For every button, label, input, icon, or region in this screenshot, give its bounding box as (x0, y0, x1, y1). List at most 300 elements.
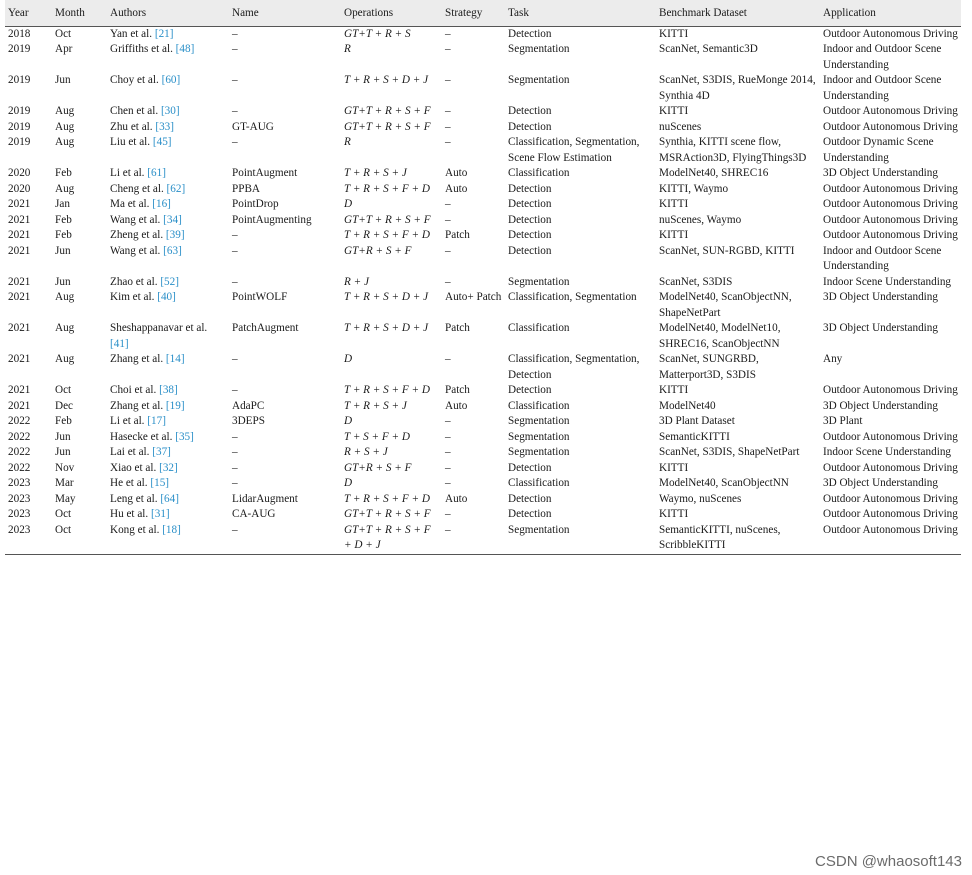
table-row (5, 399, 961, 415)
table-row (5, 523, 961, 555)
operations-cell: T + R + S + J (344, 167, 407, 179)
year-cell: 2022 (8, 415, 31, 427)
benchmark-dataset-cell: KITTI (659, 508, 689, 520)
table-row (5, 244, 961, 275)
strategy-cell: – (445, 461, 451, 474)
citation-link[interactable]: [18] (162, 523, 181, 536)
application-cell: Indoor and Outdoor Scene Understanding (823, 244, 942, 272)
author-name: Sheshappanavar et al. (110, 322, 208, 334)
month-cell: Apr (55, 43, 73, 55)
operations-cell: T + R + S + F + D (344, 384, 430, 396)
table-row (5, 166, 961, 182)
month-cell: Mar (55, 477, 74, 489)
task-cell: Classification, Segmentation, Scene Flow Estimation (508, 136, 640, 164)
citation-link[interactable]: [40] (157, 291, 176, 303)
year-cell: 2021 (8, 275, 31, 288)
application-cell: Outdoor Autonomous Driving (823, 492, 958, 505)
strategy-cell: – (445, 27, 451, 40)
year-cell: 2021 (8, 229, 31, 241)
citation-link[interactable]: [45] (152, 136, 172, 148)
strategy-cell: – (445, 415, 451, 427)
application-cell: Outdoor Autonomous Driving (823, 105, 958, 117)
citation-link[interactable]: [33] (155, 120, 174, 133)
authors-cell (107, 290, 229, 321)
authors-cell (107, 461, 229, 477)
author-name: Choy et al. (110, 74, 159, 86)
table-row (5, 275, 961, 291)
name-cell: CA-AUG (232, 508, 276, 520)
benchmark-dataset-cell: 3D Plant Dataset (659, 415, 735, 427)
benchmark-dataset-cell: ModelNet40, ScanObjectNN (659, 477, 789, 489)
month-cell: Oct (55, 384, 72, 396)
operations-cell: R (344, 136, 351, 148)
operations-cell: GT+R + S + F (344, 461, 412, 474)
table-row (5, 445, 961, 461)
authors-cell (107, 476, 229, 492)
name-cell: – (232, 461, 238, 474)
operations-cell: R (344, 43, 351, 55)
strategy-cell: – (445, 136, 451, 148)
application-cell: 3D Object Understanding (823, 399, 938, 412)
table-row (5, 476, 961, 492)
citation-link[interactable]: [62] (166, 182, 186, 195)
table-header-row (5, 0, 961, 26)
author-name: Cheng et al. (110, 182, 164, 195)
benchmark-dataset-cell: KITTI, Waymo (659, 182, 729, 195)
strategy-cell: Patch (445, 384, 470, 396)
month-cell: Aug (55, 120, 75, 133)
name-cell: PPBA (232, 182, 260, 195)
strategy-cell: Auto (445, 167, 468, 179)
benchmark-dataset-cell: Waymo, nuScenes (659, 492, 742, 505)
application-cell: Indoor Scene Understanding (823, 275, 952, 288)
name-cell: 3DEPS (232, 415, 265, 427)
citation-link[interactable]: [31] (151, 508, 170, 520)
month-cell: Nov (55, 461, 75, 474)
benchmark-dataset-cell: ModelNet40, ScanObjectNN, ShapeNetPart (659, 291, 792, 319)
citation-link[interactable]: [63] (163, 244, 182, 257)
table-row (5, 213, 961, 229)
author-name: Yan et al. (110, 27, 153, 40)
strategy-cell: – (445, 74, 451, 86)
operations-cell: GT+T + R + S + F + D + J (341, 523, 442, 555)
citation-link[interactable]: [21] (154, 27, 174, 40)
name-cell: AdaPC (232, 399, 265, 412)
authors-cell (107, 42, 229, 73)
col-header-strategy: Strategy (442, 0, 505, 26)
citation-link[interactable]: [30] (160, 105, 180, 117)
author-name: Li et al. (110, 167, 145, 179)
month-cell: Feb (55, 415, 72, 427)
table-row (5, 197, 961, 213)
month-cell: Aug (55, 322, 75, 334)
strategy-cell: Patch (445, 229, 470, 241)
task-cell: Segmentation (508, 430, 570, 443)
task-cell: Detection (508, 27, 552, 40)
task-cell: Segmentation (508, 74, 570, 86)
year-cell: 2021 (8, 399, 31, 412)
name-cell: – (229, 523, 341, 555)
authors-cell (107, 321, 229, 352)
authors-cell (107, 399, 229, 415)
application-cell: Outdoor Autonomous Driving (823, 182, 958, 195)
month-cell: Aug (55, 353, 75, 365)
authors-cell (107, 135, 229, 166)
task-cell: Detection (508, 198, 552, 210)
operations-cell: GT+T + R + S + F (344, 120, 431, 133)
benchmark-dataset-cell: KITTI (659, 105, 689, 117)
col-header-benchmark-dataset: Benchmark Dataset (656, 0, 820, 26)
name-cell: – (232, 353, 238, 365)
task-cell: Segmentation (508, 415, 570, 427)
task-cell: Detection (508, 384, 552, 396)
name-cell: – (232, 74, 238, 86)
task-cell: Segmentation (505, 523, 656, 555)
table-row (5, 135, 961, 166)
year-cell: 2019 (8, 120, 31, 133)
year-cell: 2019 (8, 105, 31, 117)
month-cell: Jun (55, 275, 71, 288)
month-cell: Jun (55, 446, 71, 458)
year-cell: 2021 (8, 244, 31, 257)
benchmark-dataset-cell: Synthia, KITTI scene flow, MSRAction3D, FlyingThings3D (659, 136, 807, 164)
month-cell: Aug (55, 182, 75, 195)
task-cell: Detection (508, 213, 552, 226)
operations-cell: D (344, 353, 353, 365)
operations-cell: T + R + S + D + J (344, 74, 429, 86)
authors-cell (107, 166, 229, 182)
year-cell: 2021 (8, 384, 31, 396)
author-name: Zhao et al. (110, 275, 158, 288)
authors-cell (107, 492, 229, 508)
month-cell: Oct (55, 508, 72, 520)
operations-cell: T + R + S + F + D (344, 229, 430, 241)
strategy-cell: – (445, 508, 451, 520)
author-name: He et al. (110, 477, 148, 489)
table-row (5, 104, 961, 120)
authors-cell (107, 430, 229, 446)
name-cell: – (232, 105, 238, 117)
operations-cell: GT+T + R + S + F (344, 213, 431, 226)
operations-cell: D (344, 477, 353, 489)
name-cell: – (232, 275, 238, 288)
table-row (5, 26, 961, 42)
task-cell: Segmentation (508, 446, 570, 458)
task-cell: Classification (508, 167, 570, 179)
name-cell: PointAugment (232, 167, 298, 179)
citation-link[interactable]: [38] (159, 384, 178, 396)
benchmark-dataset-cell: KITTI (659, 27, 689, 40)
application-cell: Outdoor Autonomous Driving (823, 198, 958, 210)
task-cell: Classification, Segmentation (508, 291, 637, 303)
authors-cell (107, 120, 229, 136)
benchmark-dataset-cell: nuScenes, Waymo (659, 213, 742, 226)
author-name: Zheng et al. (110, 229, 164, 241)
task-cell: Classification, Segmentation, Detection (508, 353, 640, 381)
month-cell: Feb (55, 229, 72, 241)
author-name: Leng et al. (110, 492, 158, 505)
task-cell: Detection (508, 229, 552, 241)
table-row (5, 430, 961, 446)
task-cell: Detection (508, 105, 552, 117)
author-name: Zhang et al. (110, 353, 164, 365)
operations-cell: T + S + F + D (344, 430, 410, 443)
watermark: CSDN @whaosoft143 (815, 853, 962, 870)
table-row (5, 120, 961, 136)
task-cell: Detection (508, 182, 552, 195)
col-header-name: Name (229, 0, 341, 26)
application-cell: 3D Plant (823, 415, 863, 427)
citation-link[interactable]: [60] (161, 74, 181, 86)
table-body (5, 26, 961, 554)
name-cell: PointAugmenting (232, 213, 312, 226)
citation-link[interactable]: [37] (152, 446, 171, 458)
author-name: Kong et al. (110, 523, 160, 536)
strategy-cell: – (445, 430, 451, 443)
authors-cell (107, 73, 229, 104)
citation-link[interactable]: [14] (165, 353, 185, 365)
benchmark-dataset-cell: ScanNet, SUNGRBD, Matterport3D, S3DIS (659, 353, 759, 381)
year-cell: 2019 (8, 136, 31, 148)
col-header-month: Month (52, 0, 107, 26)
application-cell: Outdoor Autonomous Driving (823, 229, 958, 241)
name-cell: – (232, 244, 238, 257)
benchmark-dataset-cell: ScanNet, S3DIS, RueMonge 2014, Synthia 4D (659, 74, 816, 102)
benchmark-dataset-cell: ScanNet, S3DIS, ShapeNetPart (659, 446, 800, 458)
month-cell: Jan (55, 198, 70, 210)
application-cell: Indoor and Outdoor Scene Understanding (823, 74, 942, 102)
year-cell: 2020 (8, 182, 31, 195)
year-cell: 2021 (8, 322, 31, 334)
author-name: Xiao et al. (110, 461, 157, 474)
name-cell: PointWOLF (232, 291, 288, 303)
task-cell: Detection (508, 508, 552, 520)
month-cell: Dec (55, 399, 74, 412)
strategy-cell: – (445, 213, 451, 226)
benchmark-dataset-cell: ScanNet, Semantic3D (659, 43, 758, 55)
data-augmentation-table (5, 0, 961, 555)
authors-cell (107, 244, 229, 275)
application-cell: Any (823, 353, 843, 365)
month-cell: Feb (55, 167, 72, 179)
col-header-year: Year (5, 0, 52, 26)
benchmark-dataset-cell: KITTI (659, 461, 689, 474)
task-cell: Detection (508, 461, 552, 474)
citation-link[interactable]: [17] (147, 415, 166, 427)
table-row (5, 321, 961, 352)
table-row (5, 414, 961, 430)
authors-cell (107, 445, 229, 461)
year-cell: 2018 (8, 27, 31, 40)
author-name: Hasecke et al. (110, 430, 173, 443)
application-cell: Outdoor Autonomous Driving (823, 461, 958, 474)
name-cell: GT-AUG (232, 120, 274, 133)
application-cell: 3D Object Understanding (823, 291, 938, 303)
authors-cell (107, 228, 229, 244)
author-name: Zhu et al. (110, 120, 153, 133)
year-cell: 2021 (8, 198, 31, 210)
year-cell: 2021 (8, 213, 31, 226)
application-cell: 3D Object Understanding (823, 167, 938, 179)
citation-link[interactable]: [48] (175, 43, 195, 55)
operations-cell: D (344, 198, 353, 210)
col-header-application: Application (820, 0, 961, 26)
month-cell: Aug (55, 291, 75, 303)
citation-link[interactable]: [15] (150, 477, 170, 489)
operations-cell: GT+T + R + S (344, 27, 411, 40)
strategy-cell: – (442, 523, 505, 555)
name-cell: – (232, 229, 238, 241)
citation-link[interactable]: [16] (152, 198, 171, 210)
month-cell: May (55, 492, 76, 505)
table-row (5, 290, 961, 321)
benchmark-dataset-cell: ModelNet40 (659, 399, 716, 412)
citation-link[interactable]: [35] (175, 430, 194, 443)
benchmark-dataset-cell: KITTI (659, 229, 689, 241)
strategy-cell: – (445, 275, 451, 288)
strategy-cell: Auto (445, 182, 468, 195)
author-name: Li et al. (110, 415, 145, 427)
operations-cell: T + R + S + F + D (344, 182, 430, 195)
application-cell: Outdoor Autonomous Driving (823, 508, 958, 520)
benchmark-dataset-cell: ModelNet40, SHREC16 (659, 167, 769, 179)
task-cell: Detection (508, 492, 552, 505)
operations-cell: T + R + S + D + J (344, 291, 429, 303)
name-cell: PatchAugment (232, 322, 299, 334)
name-cell: LidarAugment (232, 492, 298, 505)
month-cell: Aug (55, 105, 75, 117)
name-cell: – (232, 27, 238, 40)
year-cell: 2022 (8, 430, 31, 443)
strategy-cell: Patch (445, 322, 470, 334)
col-header-task: Task (505, 0, 656, 26)
strategy-cell: – (445, 353, 451, 365)
application-cell: Outdoor Dynamic Scene Understanding (823, 136, 934, 164)
strategy-cell: – (445, 198, 451, 210)
authors-cell (107, 197, 229, 213)
year-cell: 2019 (8, 74, 31, 86)
citation-link[interactable]: [64] (160, 492, 179, 505)
month-cell: Feb (55, 213, 72, 226)
year-cell: 2023 (8, 492, 31, 505)
month-cell: Jun (55, 244, 71, 257)
operations-cell: T + R + S + J (344, 399, 407, 412)
year-cell: 2022 (8, 446, 31, 458)
operations-cell: GT+T + R + S + F (344, 508, 431, 520)
application-cell: Outdoor Autonomous Driving (823, 430, 958, 443)
citation-link[interactable]: [32] (159, 461, 178, 474)
benchmark-dataset-cell: ScanNet, SUN-RGBD, KITTI (659, 244, 795, 257)
application-cell: Indoor Scene Understanding (823, 446, 952, 458)
table-row (5, 42, 961, 73)
author-name: Zhang et al. (110, 399, 164, 412)
authors-cell (107, 213, 229, 229)
name-cell: PointDrop (232, 198, 279, 210)
operations-cell: T + R + S + D + J (344, 322, 429, 334)
author-name: Ma et al. (110, 198, 150, 210)
table-row (5, 73, 961, 104)
authors-cell (107, 414, 229, 430)
benchmark-dataset-cell: nuScenes (659, 120, 702, 133)
year-cell: 2022 (8, 461, 31, 474)
name-cell: – (232, 136, 238, 148)
citation-link[interactable]: [52] (160, 275, 179, 288)
benchmark-dataset-cell: SemanticKITTI (659, 430, 730, 443)
strategy-cell: – (445, 43, 451, 55)
col-header-operations: Operations (341, 0, 442, 26)
year-cell: 2020 (8, 167, 31, 179)
authors-cell (107, 275, 229, 291)
author-name: Liu et al. (110, 136, 151, 148)
benchmark-dataset-cell: ScanNet, S3DIS (659, 275, 733, 288)
benchmark-dataset-cell: SemanticKITTI, nuScenes, ScribbleKITTI (656, 523, 820, 555)
operations-cell: GT+T + R + S + F (344, 105, 431, 117)
month-cell: Oct (55, 27, 72, 40)
month-cell: Aug (55, 136, 75, 148)
month-cell: Jun (55, 74, 71, 86)
task-cell: Segmentation (508, 275, 570, 288)
application-cell: Outdoor Autonomous Driving (823, 120, 958, 133)
col-header-authors: Authors (107, 0, 229, 26)
strategy-cell: – (445, 105, 451, 117)
citation-link[interactable]: [19] (165, 399, 185, 412)
application-cell: Outdoor Autonomous Driving (823, 27, 958, 40)
author-name: Kim et al. (110, 291, 155, 303)
year-cell: 2021 (8, 291, 31, 303)
citation-link[interactable]: [41] (110, 337, 129, 350)
name-cell: – (232, 446, 238, 458)
citation-link[interactable]: [61] (147, 167, 166, 179)
application-cell: Outdoor Autonomous Driving (823, 384, 958, 396)
authors-cell (107, 182, 229, 198)
table-row (5, 228, 961, 244)
strategy-cell: – (445, 446, 451, 458)
task-cell: Classification (508, 322, 570, 334)
strategy-cell: – (445, 244, 451, 257)
citation-link[interactable]: [34] (163, 213, 182, 226)
benchmark-dataset-cell: KITTI (659, 198, 689, 210)
author-name: Choi et al. (110, 384, 157, 396)
month-cell: Jun (55, 430, 71, 443)
application-cell: Outdoor Autonomous Driving (820, 523, 961, 555)
name-cell: – (232, 384, 238, 396)
strategy-cell: Auto (445, 492, 468, 505)
author-name: Lai et al. (110, 446, 150, 458)
year-cell: 2023 (8, 477, 31, 489)
name-cell: – (232, 477, 238, 489)
author-name: Wang et al. (110, 213, 161, 226)
year-cell: 2019 (8, 43, 31, 55)
strategy-cell: – (445, 120, 451, 133)
authors-cell (107, 507, 229, 523)
table-row (5, 461, 961, 477)
table-row (5, 352, 961, 383)
operations-cell: D (344, 415, 353, 427)
application-cell: Outdoor Autonomous Driving (823, 213, 958, 226)
authors-cell (107, 523, 229, 555)
year-cell: 2021 (8, 353, 31, 365)
table-row (5, 383, 961, 399)
operations-cell: GT+R + S + F (344, 244, 412, 257)
benchmark-dataset-cell: KITTI (659, 384, 689, 396)
year-cell: 2023 (8, 508, 31, 520)
month-cell: Oct (52, 523, 107, 555)
strategy-cell: Auto (445, 399, 468, 412)
task-cell: Detection (508, 120, 552, 133)
task-cell: Classification (508, 399, 570, 412)
application-cell: 3D Object Understanding (823, 477, 938, 489)
citation-link[interactable]: [39] (165, 229, 185, 241)
